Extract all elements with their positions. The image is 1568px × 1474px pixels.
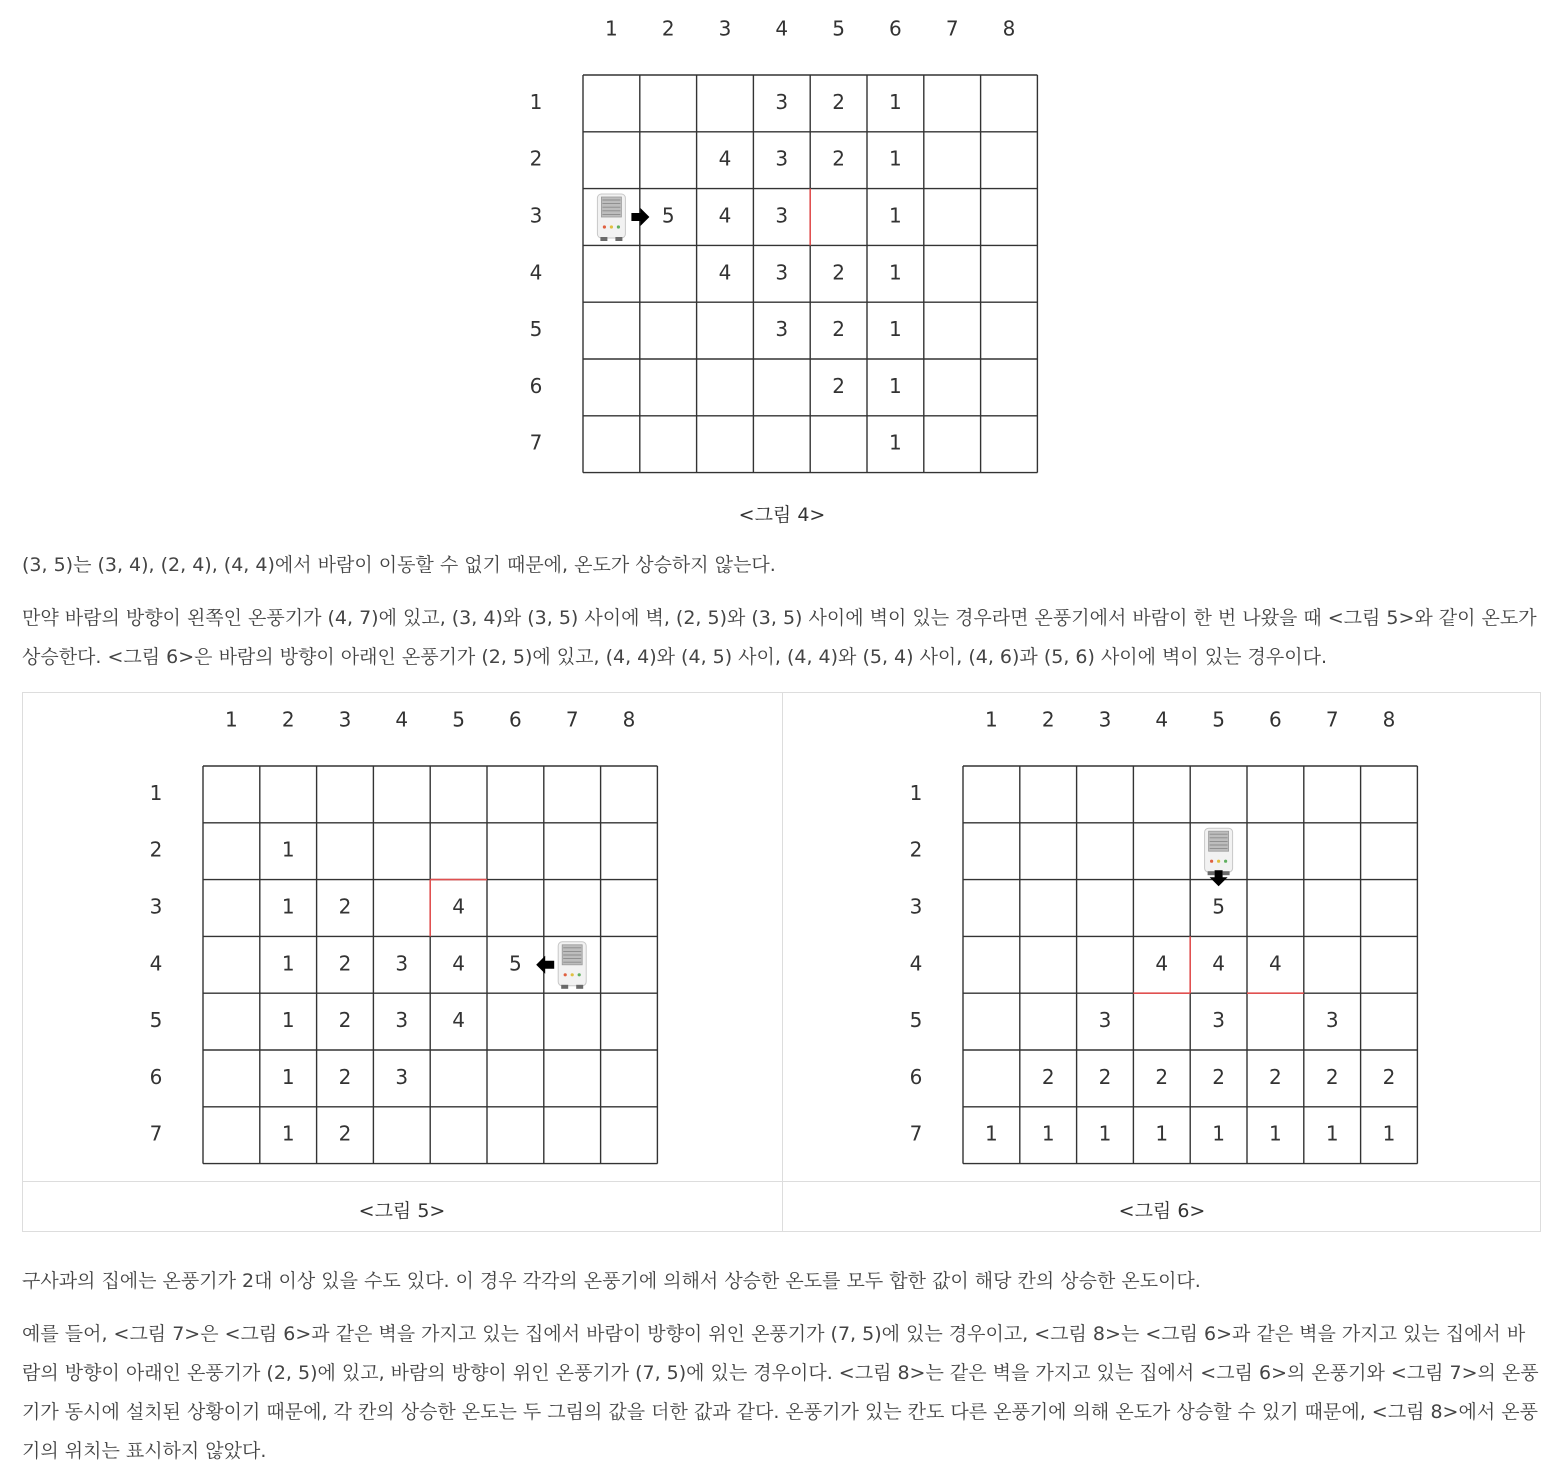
figure-4-grid [516,10,1056,480]
cell-value: 1 [1155,1121,1169,1146]
cell-value: 3 [395,951,409,976]
cell-value: 1 [889,260,902,285]
column-label: 2 [281,707,295,732]
cell-value: 2 [338,1008,352,1033]
column-label: 8 [1002,16,1016,41]
cell-value: 2 [832,260,845,285]
heater-foot [615,237,622,241]
cell-value: 4 [1155,951,1169,976]
cell-value: 3 [1325,1008,1339,1033]
heater-led [578,973,581,976]
cell-value: 2 [1098,1064,1112,1089]
cell-value: 1 [281,837,295,862]
heater-led [617,225,620,228]
row-label: 6 [529,373,543,398]
column-label: 1 [985,707,998,732]
row-label: 2 [909,837,923,862]
cell-value: 3 [395,1008,409,1033]
heater-foot [1223,871,1230,875]
column-label: 1 [225,707,238,732]
row-label: 3 [149,894,163,919]
column-label: 3 [718,16,732,41]
cell-value: 4 [452,894,465,919]
cell-value: 4 [718,203,732,228]
cell-value: 2 [338,1121,352,1146]
cell-value: 1 [889,89,902,114]
column-label: 4 [395,707,409,732]
row-label: 4 [149,951,163,976]
heater-foot [561,985,568,989]
cell-value: 3 [1212,1008,1225,1033]
cell-value: 3 [775,317,789,342]
cell-value: 2 [1382,1064,1396,1089]
cell-value: 4 [718,260,732,285]
cell-value: 1 [1325,1121,1339,1146]
column-label: 8 [1382,707,1396,732]
row-label: 3 [529,203,543,228]
figure-6-grid [896,701,1436,1171]
figure-5-caption: <그림 5> [358,1200,446,1222]
cell-value: 3 [775,260,789,285]
column-label: 7 [565,707,579,732]
figure-4-caption: <그림 4> [738,504,826,526]
wind-direction-arrow-icon [536,956,554,974]
cell-value: 1 [281,1121,295,1146]
cell-value: 1 [281,1008,295,1033]
cell-value: 3 [775,89,789,114]
row-label: 7 [149,1121,163,1146]
cell-value: 1 [1382,1121,1396,1146]
cell-value: 1 [281,894,295,919]
cell-value: 4 [1269,951,1282,976]
row-label: 4 [909,951,923,976]
heater-foot [576,985,583,989]
cell-value: 5 [509,951,522,976]
cell-value: 1 [1269,1121,1282,1146]
column-label: 8 [622,707,636,732]
table-divider-vertical [782,693,783,1231]
row-label: 6 [149,1064,163,1089]
wind-direction-arrow-icon [631,208,649,226]
column-label: 1 [605,16,618,41]
heater-led [1224,860,1227,863]
table-divider-horizontal [23,1181,1540,1182]
row-label: 5 [149,1008,163,1033]
row-label: 2 [529,146,543,171]
row-label: 5 [529,317,543,342]
cell-value: 2 [338,894,352,919]
cell-value: 2 [832,89,845,114]
column-label: 5 [1212,707,1225,732]
cell-value: 5 [661,203,675,228]
figure-6-caption: <그림 6> [1118,1200,1206,1222]
heater-led [610,225,613,228]
cell-value: 3 [775,203,789,228]
cell-value: 1 [889,317,902,342]
cell-value: 2 [1212,1064,1225,1089]
cell-value: 3 [395,1064,409,1089]
cell-value: 2 [832,146,845,171]
heater-led [571,973,574,976]
heater-icon [597,194,649,241]
cell-value: 2 [1269,1064,1282,1089]
cell-value: 1 [985,1121,998,1146]
row-label: 6 [909,1064,923,1089]
cell-value: 2 [1041,1064,1055,1089]
column-label: 3 [1098,707,1112,732]
column-label: 2 [661,16,675,41]
cell-value: 4 [452,951,465,976]
heater-led [603,225,606,228]
cell-value: 2 [832,317,845,342]
paragraph-1: (3, 5)는 (3, 4), (2, 4), (4, 4)에서 바람이 이동할 수 없기 때문에, 온도가 상승하지 않는다. [22,554,776,576]
cell-value: 5 [1212,894,1225,919]
cell-value: 1 [1098,1121,1112,1146]
column-label: 7 [945,16,959,41]
column-label: 3 [338,707,352,732]
row-label: 3 [909,894,923,919]
cell-value: 2 [338,1064,352,1089]
cell-value: 2 [1155,1064,1169,1089]
paragraph-3: 구사과의 집에는 온풍기가 2대 이상 있을 수도 있다. 이 경우 각각의 온풍기에 의해서 상승한 온도를 모두 합한 값이 해당 칸의 상승한 온도이다. [22,1270,1201,1292]
column-label: 6 [1269,707,1282,732]
row-label: 1 [909,780,923,805]
column-label: 2 [1041,707,1055,732]
cell-value: 1 [889,146,902,171]
cell-value: 1 [889,203,902,228]
column-label: 5 [452,707,465,732]
cell-value: 2 [1325,1064,1339,1089]
row-label: 2 [149,837,163,862]
column-label: 5 [832,16,845,41]
row-label: 5 [909,1008,923,1033]
cell-value: 1 [281,1064,295,1089]
cell-value: 2 [832,373,845,398]
cell-value: 2 [338,951,352,976]
row-label: 1 [149,780,163,805]
column-label: 7 [1325,707,1339,732]
cell-value: 3 [1098,1008,1112,1033]
row-label: 1 [529,89,543,114]
cell-value: 4 [1212,951,1225,976]
cell-value: 1 [889,373,902,398]
heater-led [1217,860,1220,863]
cell-value: 1 [1212,1121,1225,1146]
column-label: 4 [1155,707,1169,732]
cell-value: 1 [1041,1121,1055,1146]
figure-5-grid [136,701,676,1171]
cell-value: 4 [718,146,732,171]
paragraph-4: 예를 들어, <그림 7>은 <그림 6>과 같은 벽을 가지고 있는 집에서 바람이 방향이 위인 온풍기가 (7, 5)에 있는 경우이고, <그림 8>는 <그림 6>과 같은 벽을 가지고 있는 집에서 바람의 방향이 아래인 온풍기가 (2, 5)에 있고, 바람의 방향이 위인 온풍기가 (7, 5)에 있는 경우이다. <그림 8>는 같은 벽을 가지고 있는 집에서 <그림 6>의 온풍기와 <그림 7>의 온풍기가 동시에 설치된 상황이기 때문에, 각 칸의 상승한 온도는 두 그림의 값을 더한 값과 같다. 온풍기가 있는 칸도 다른 온풍기에 의해 온도가 상승할 수 있기 때문에, <그림 8>에서 온풍기의 위치는 표시하지 않았다. [22,1323,1539,1462]
heater-led [1210,860,1213,863]
row-label: 4 [529,260,543,285]
heater-foot [1208,871,1215,875]
row-label: 7 [529,430,543,455]
column-label: 6 [509,707,522,732]
cell-value: 1 [281,951,295,976]
cell-value: 1 [889,430,902,455]
cell-value: 3 [775,146,789,171]
row-label: 7 [909,1121,923,1146]
heater-foot [600,237,607,241]
paragraph-2: 만약 바람의 방향이 왼쪽인 온풍기가 (4, 7)에 있고, (3, 4)와 (3, 5) 사이에 벽, (2, 5)와 (3, 5) 사이에 벽이 있는 경우라면 온풍기에서 바람이 한 번 나왔을 때 <그림 5>와 같이 온도가 상승한다. <그림 6>은 바람의 방향이 아래인 온풍기가 (2, 5)에 있고, (4, 4)와 (4, 5) 사이, (4, 4)와 (5, 4) 사이, (4, 6)과 (5, 6) 사이에 벽이 있는 경우이다. [22,607,1537,668]
cell-value: 4 [452,1008,465,1033]
column-label: 4 [775,16,789,41]
heater-led [564,973,567,976]
heater-icon [1205,828,1233,886]
column-label: 6 [889,16,902,41]
